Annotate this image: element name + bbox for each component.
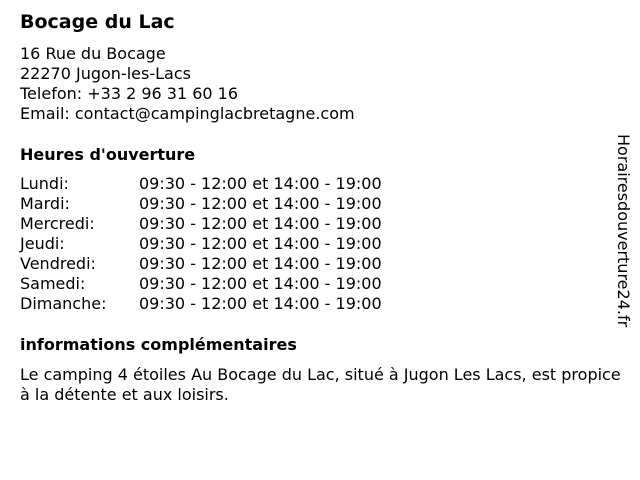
- hours-row-monday: [20, 174, 382, 194]
- hours-row-saturday: [20, 274, 382, 294]
- email-address: Email: contact@campinglacbretagne.com: [20, 104, 355, 123]
- contact-block: [20, 44, 355, 124]
- day-label: Mardi:: [20, 194, 70, 213]
- address-city: 22270 Jugon-les-Lacs: [20, 64, 191, 83]
- time-range: 09:30 - 12:00 et 14:00 - 19:00: [139, 214, 382, 233]
- additional-info-text: Le camping 4 étoiles Au Bocage du Lac, situé à Jugon Les Lacs, est propice à la détente et aux loisirs.: [20, 365, 621, 404]
- day-label: Mercredi:: [20, 214, 95, 233]
- hours-row-wednesday: [20, 214, 382, 234]
- address-street: 16 Rue du Bocage: [20, 44, 166, 63]
- time-range: 09:30 - 12:00 et 14:00 - 19:00: [139, 294, 382, 313]
- time-range: 09:30 - 12:00 et 14:00 - 19:00: [139, 194, 382, 213]
- hours-row-tuesday: [20, 194, 382, 214]
- day-label: Dimanche:: [20, 294, 107, 313]
- time-range: 09:30 - 12:00 et 14:00 - 19:00: [139, 274, 382, 293]
- watermark-text: Horairesdouverture24.fr: [614, 134, 633, 328]
- time-range: 09:30 - 12:00 et 14:00 - 19:00: [139, 174, 382, 193]
- hours-row-sunday: [20, 294, 382, 314]
- hours-row-friday: [20, 254, 382, 274]
- day-label: Vendredi:: [20, 254, 96, 273]
- day-label: Lundi:: [20, 174, 69, 193]
- business-name: Bocage du Lac: [20, 11, 175, 33]
- opening-hours-heading: Heures d'ouverture: [20, 145, 196, 164]
- hours-row-thursday: [20, 234, 382, 254]
- additional-info-heading: informations complémentaires: [20, 335, 297, 354]
- day-label: Samedi:: [20, 274, 86, 293]
- time-range: 09:30 - 12:00 et 14:00 - 19:00: [139, 254, 382, 273]
- day-label: Jeudi:: [20, 234, 65, 253]
- time-range: 09:30 - 12:00 et 14:00 - 19:00: [139, 234, 382, 253]
- opening-hours-table: [20, 174, 382, 314]
- phone-number: Telefon: +33 2 96 31 60 16: [20, 84, 239, 103]
